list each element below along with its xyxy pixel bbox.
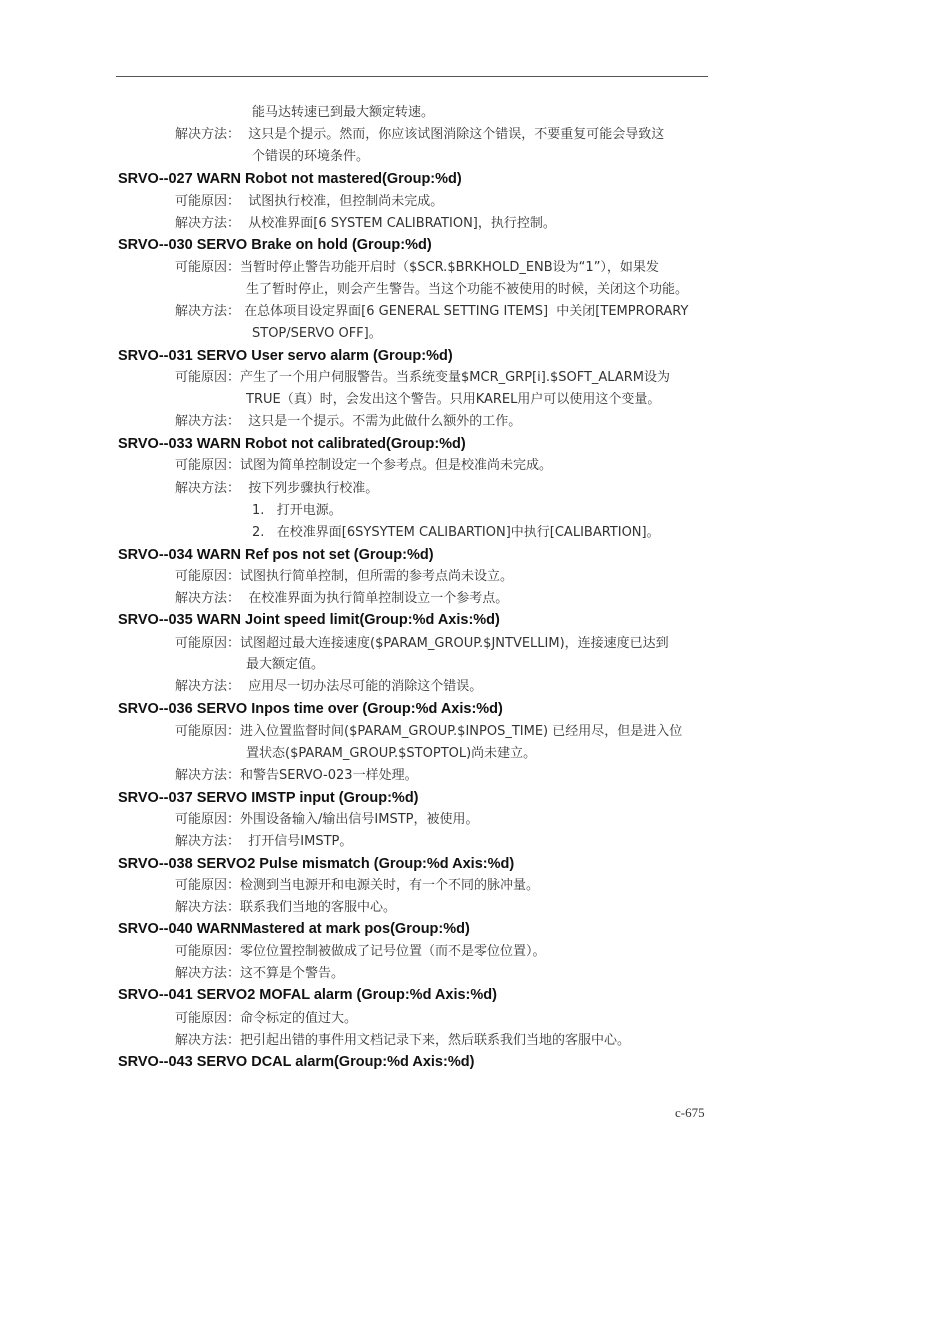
labeled-line xyxy=(175,480,378,498)
field-label: 可能原因： xyxy=(175,569,241,584)
error-code-heading xyxy=(118,546,434,564)
heading-text: SRVO--037 SERVO IMSTP input (Group:%d) xyxy=(118,790,419,806)
line-text: 试图执行校准，但控制尚未完成。 xyxy=(240,194,444,209)
labeled-line xyxy=(175,965,344,983)
line-text: 在总体项目设定界面[6 GENERAL SETTING ITEMS] 中关闭[TEMPRORARY xyxy=(240,304,689,319)
line-text: 个错误的环境条件。 xyxy=(252,149,370,164)
heading-text: SRVO--038 SERVO2 Pulse mismatch (Group:%d Axis:%d) xyxy=(118,856,515,872)
field-label: 可能原因： xyxy=(175,812,241,827)
line-text: TRUE（真）时，会发出这个警告。只用KAREL用户可以使用这个变量。 xyxy=(246,392,661,407)
field-label: 解决方法： xyxy=(175,414,241,429)
field-label: 解决方法： xyxy=(175,127,241,142)
field-label: 可能原因： xyxy=(175,636,241,651)
field-label: 解决方法： xyxy=(175,768,241,783)
page-number: c-675 xyxy=(675,1105,705,1120)
line-text: 零位位置控制被做成了记号位置（而不是零位位置）。 xyxy=(240,944,546,959)
field-label: 解决方法： xyxy=(175,900,241,915)
labeled-line xyxy=(175,1032,630,1050)
error-code-heading xyxy=(118,435,466,453)
heading-text: SRVO--036 SERVO Inpos time over (Group:%d Axis:%d) xyxy=(118,701,503,717)
line-text: 这只是个提示。然而，你应该试图消除这个错误，不要重复可能会导致这 xyxy=(240,127,665,142)
line-text: STOP/SERVO OFF]。 xyxy=(252,326,382,341)
labeled-line xyxy=(175,723,682,741)
field-label: 可能原因： xyxy=(175,458,241,473)
line-text: 和警告SERVO-023一样处理。 xyxy=(240,768,418,783)
error-code-heading xyxy=(118,236,432,254)
labeled-line xyxy=(175,635,669,653)
labeled-line xyxy=(175,811,478,829)
line-text: 在校准界面为执行简单控制设立一个参考点。 xyxy=(240,591,509,606)
field-label: 解决方法： xyxy=(175,966,241,981)
continuation-line xyxy=(246,656,324,674)
labeled-line xyxy=(175,568,513,586)
continuation-line xyxy=(252,325,382,343)
heading-text: SRVO--041 SERVO2 MOFAL alarm (Group:%d Axis:%d) xyxy=(118,987,497,1003)
field-label: 可能原因： xyxy=(175,1011,241,1026)
error-code-heading xyxy=(118,920,470,938)
error-code-heading xyxy=(118,855,514,873)
line-text: 按下列步骤执行校准。 xyxy=(240,481,379,496)
line-text: 联系我们当地的客服中心。 xyxy=(240,900,397,915)
line-text: 打开信号IMSTP。 xyxy=(240,834,353,849)
heading-text: SRVO--040 WARNMastered at mark pos(Group:%d) xyxy=(118,921,470,937)
labeled-line xyxy=(175,369,670,387)
field-label: 可能原因： xyxy=(175,944,241,959)
line-text: 产生了一个用户伺服警告。当系统变量$MCR_GRP[i].$SOFT_ALARM设为 xyxy=(240,370,670,385)
continuation-line xyxy=(252,502,342,520)
field-label: 解决方法： xyxy=(175,679,241,694)
labeled-line xyxy=(175,259,659,277)
continuation-line xyxy=(252,104,434,122)
line-text: 这只是一个提示。不需为此做什么额外的工作。 xyxy=(240,414,522,429)
continuation-line xyxy=(252,148,369,166)
line-text: 应用尽一切办法尽可能的消除这个错误。 xyxy=(240,679,483,694)
field-label: 可能原因： xyxy=(175,194,241,209)
labeled-line xyxy=(175,413,521,431)
heading-text: SRVO--033 WARN Robot not calibrated(Group:%d) xyxy=(118,436,466,452)
line-text: 这不算是个警告。 xyxy=(240,966,345,981)
continuation-line xyxy=(246,281,688,299)
labeled-line xyxy=(175,590,508,608)
error-code-heading xyxy=(118,170,462,188)
heading-text: SRVO--034 WARN Ref pos not set (Group:%d) xyxy=(118,547,434,563)
labeled-line xyxy=(175,877,539,895)
line-text: 1. 打开电源。 xyxy=(252,503,342,518)
line-text: 置状态($PARAM_GROUP.$STOPTOL)尚未建立。 xyxy=(246,746,537,761)
labeled-line xyxy=(175,767,418,785)
line-text: 能马达转速已到最大额定转速。 xyxy=(252,105,435,120)
field-label: 解决方法： xyxy=(175,304,241,319)
labeled-line xyxy=(175,303,688,321)
field-label: 解决方法： xyxy=(175,481,241,496)
error-code-heading xyxy=(118,986,497,1004)
labeled-line xyxy=(175,899,396,917)
labeled-line xyxy=(175,678,482,696)
heading-text: SRVO--043 SERVO DCAL alarm(Group:%d Axis:%d) xyxy=(118,1054,475,1070)
labeled-line xyxy=(175,457,552,475)
field-label: 解决方法： xyxy=(175,1033,241,1048)
line-text: 从校准界面[6 SYSTEM CALIBRATION]，执行控制。 xyxy=(240,216,556,231)
error-code-heading xyxy=(118,789,419,807)
field-label: 可能原因： xyxy=(175,878,241,893)
line-text: 2. 在校准界面[6SYSYTEM CALIBARTION]中执行[CALIBARTION]。 xyxy=(252,525,660,540)
heading-text: SRVO--030 SERVO Brake on hold (Group:%d) xyxy=(118,237,432,253)
labeled-line xyxy=(175,1010,357,1028)
line-text: 外围设备输入/输出信号IMSTP，被使用。 xyxy=(240,812,479,827)
labeled-line xyxy=(175,215,556,233)
line-text: 试图执行简单控制，但所需的参考点尚未设立。 xyxy=(240,569,514,584)
line-text: 最大额定值。 xyxy=(246,657,325,672)
labeled-line xyxy=(175,833,352,851)
line-text: 试图为简单控制设定一个参考点。但是校准尚未完成。 xyxy=(240,458,553,473)
line-text: 检测到当电源开和电源关时，有一个不同的脉冲量。 xyxy=(240,878,540,893)
error-code-heading xyxy=(118,611,500,629)
labeled-line xyxy=(175,126,664,144)
line-text: 生了暂时停止，则会产生警告。当这个功能不被使用的时候，关闭这个功能。 xyxy=(246,282,689,297)
error-code-heading xyxy=(118,700,503,718)
line-text: 命令标定的值过大。 xyxy=(240,1011,358,1026)
continuation-line xyxy=(252,524,660,542)
line-text: 当暂时停止警告功能开启时（$SCR.$BRKHOLD_ENB设为“1”），如果发 xyxy=(240,260,659,275)
field-label: 解决方法： xyxy=(175,591,241,606)
field-label: 解决方法： xyxy=(175,834,241,849)
line-text: 把引起出错的事件用文档记录下来，然后联系我们当地的客服中心。 xyxy=(240,1033,631,1048)
line-text: 进入位置监督时间($PARAM_GROUP.$INPOS_TIME) 已经用尽，但是进入位 xyxy=(240,724,683,739)
error-code-heading xyxy=(118,1053,474,1071)
labeled-line xyxy=(175,193,443,211)
labeled-line xyxy=(175,943,546,961)
field-label: 可能原因： xyxy=(175,724,241,739)
error-code-heading xyxy=(118,347,453,365)
field-label: 可能原因： xyxy=(175,260,241,275)
field-label: 可能原因： xyxy=(175,370,241,385)
heading-text: SRVO--031 SERVO User servo alarm (Group:%d) xyxy=(118,348,453,364)
continuation-line xyxy=(246,745,536,763)
heading-text: SRVO--027 WARN Robot not mastered(Group:%d) xyxy=(118,171,462,187)
field-label: 解决方法： xyxy=(175,216,241,231)
header-rule xyxy=(116,76,708,77)
continuation-line xyxy=(246,391,660,409)
line-text: 试图超过最大连接速度($PARAM_GROUP.$JNTVELLIM)，连接速度已达到 xyxy=(240,636,669,651)
heading-text: SRVO--035 WARN Joint speed limit(Group:%d Axis:%d) xyxy=(118,612,500,628)
